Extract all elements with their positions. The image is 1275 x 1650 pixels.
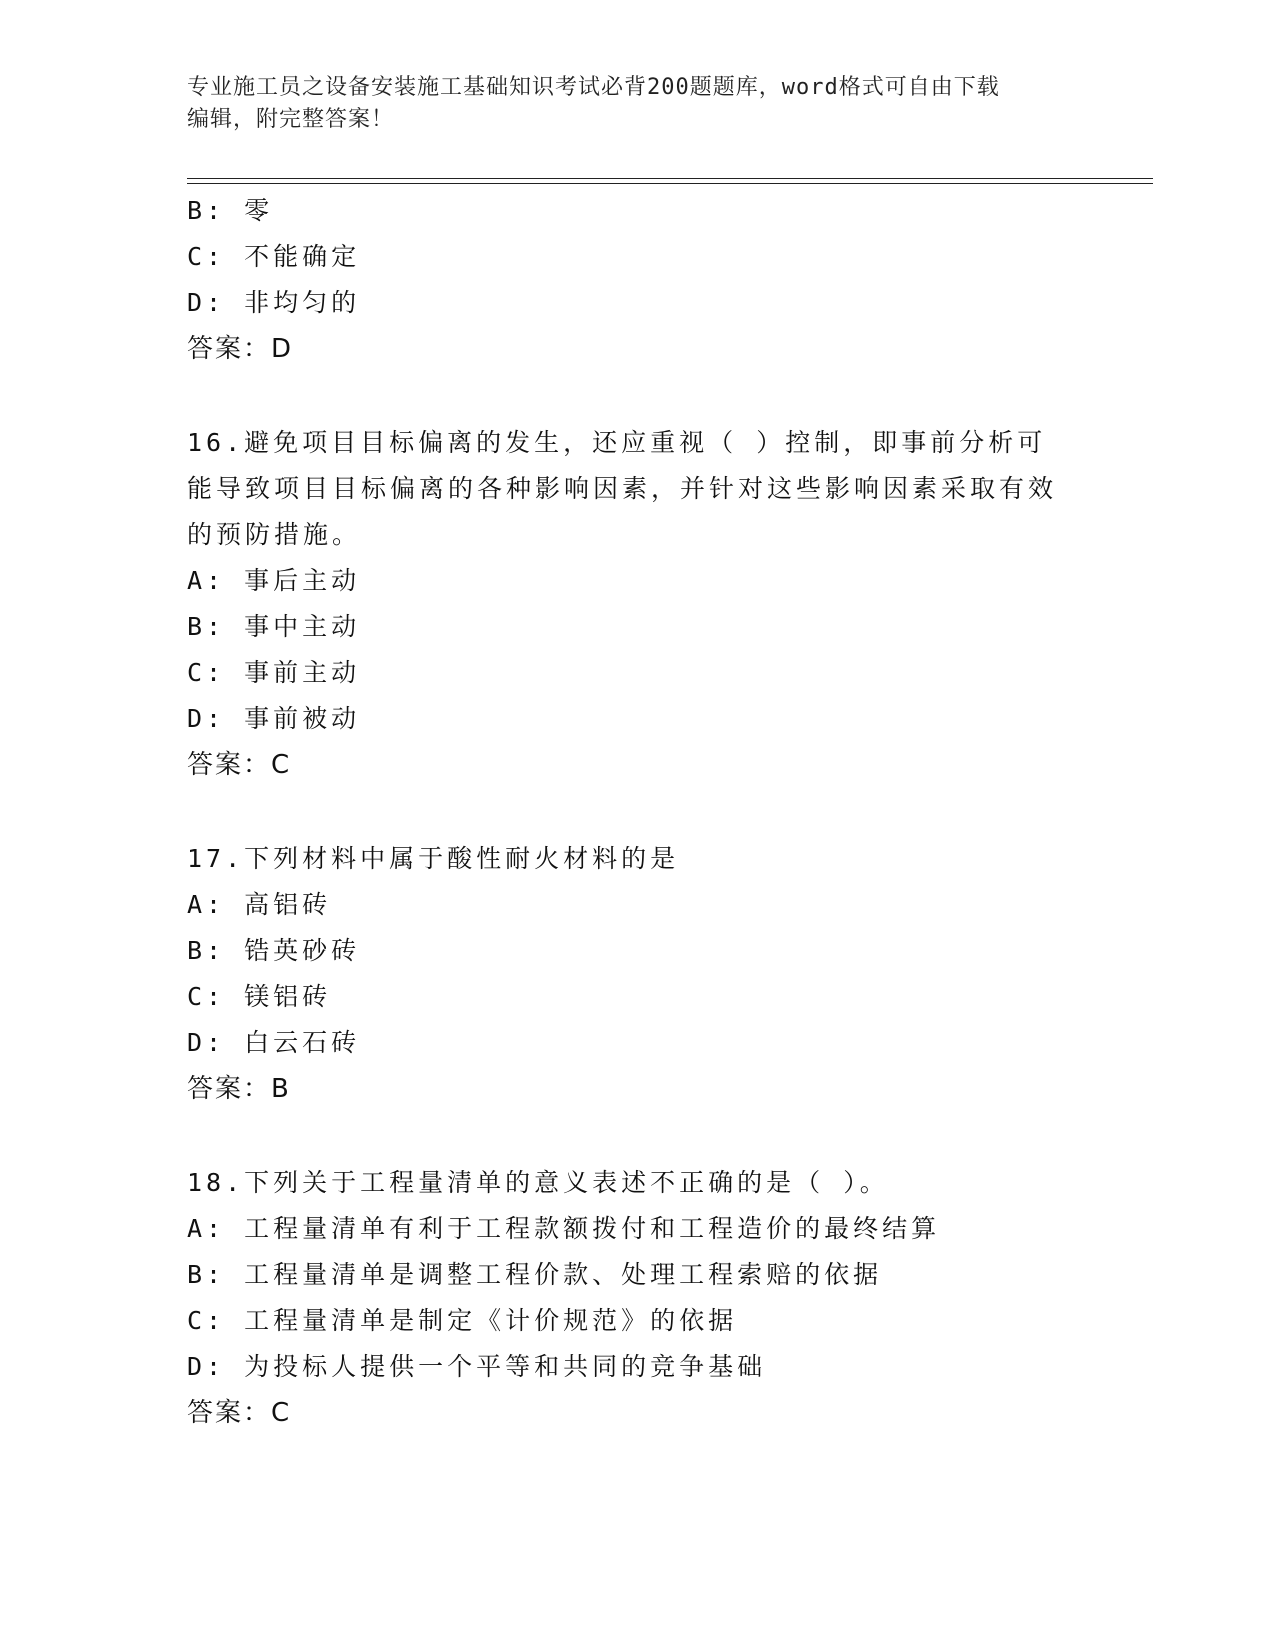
- question-18: [187, 1160, 1087, 1436]
- question-list: [187, 188, 1087, 1436]
- option-a: A: 工程量清单有利于工程款额拨付和工程造价的最终结算: [187, 1214, 941, 1243]
- question-stem: 17.下列材料中属于酸性耐火材料的是: [187, 844, 680, 873]
- option-c: C: 镁铝砖: [187, 982, 332, 1011]
- question-15-tail: [187, 188, 1087, 372]
- question-stem: 16.避免项目目标偏离的发生，还应重视（ ）控制，即事前分析可能导致项目目标偏离的各种影响因素，并针对这些影响因素采取有效的预防措施。: [187, 428, 1058, 549]
- option-a: A: 高铝砖: [187, 890, 332, 919]
- answer-label: 答案：C: [187, 1398, 292, 1428]
- header-double-rule: [187, 178, 1153, 184]
- answer-label: 答案：D: [187, 334, 294, 364]
- option-c: C: 工程量清单是制定《计价规范》的依据: [187, 1306, 738, 1335]
- option-b: B: 工程量清单是调整工程价款、处理工程索赔的依据: [187, 1260, 883, 1289]
- option-c: C: 事前主动: [187, 658, 361, 687]
- option-d: D: 事前被动: [187, 704, 361, 733]
- question-spacer: [187, 372, 1087, 420]
- header-title-line-1: 专业施工员之设备安装施工基础知识考试必背200题题库，word格式可自由下载: [187, 75, 1000, 100]
- answer-label: 答案：C: [187, 750, 292, 780]
- option-b: B: 事中主动: [187, 612, 361, 641]
- option-c: C: 不能确定: [187, 242, 361, 271]
- question-spacer: [187, 1112, 1087, 1160]
- option-d: D: 白云石砖: [187, 1028, 361, 1057]
- question-17: [187, 836, 1087, 1112]
- option-d: D: 非均匀的: [187, 288, 361, 317]
- question-spacer: [187, 788, 1087, 836]
- question-16: [187, 420, 1087, 788]
- answer-label: 答案：B: [187, 1074, 291, 1104]
- option-b: B: 锆英砂砖: [187, 936, 361, 965]
- header-title-line-2: 编辑，附完整答案！: [187, 107, 395, 132]
- option-a: A: 事后主动: [187, 566, 361, 595]
- document-header: [187, 72, 1087, 136]
- option-b: B: 零: [187, 196, 274, 225]
- option-d: D: 为投标人提供一个平等和共同的竞争基础: [187, 1352, 767, 1381]
- question-stem: 18.下列关于工程量清单的意义表述不正确的是（ ）。: [187, 1168, 889, 1197]
